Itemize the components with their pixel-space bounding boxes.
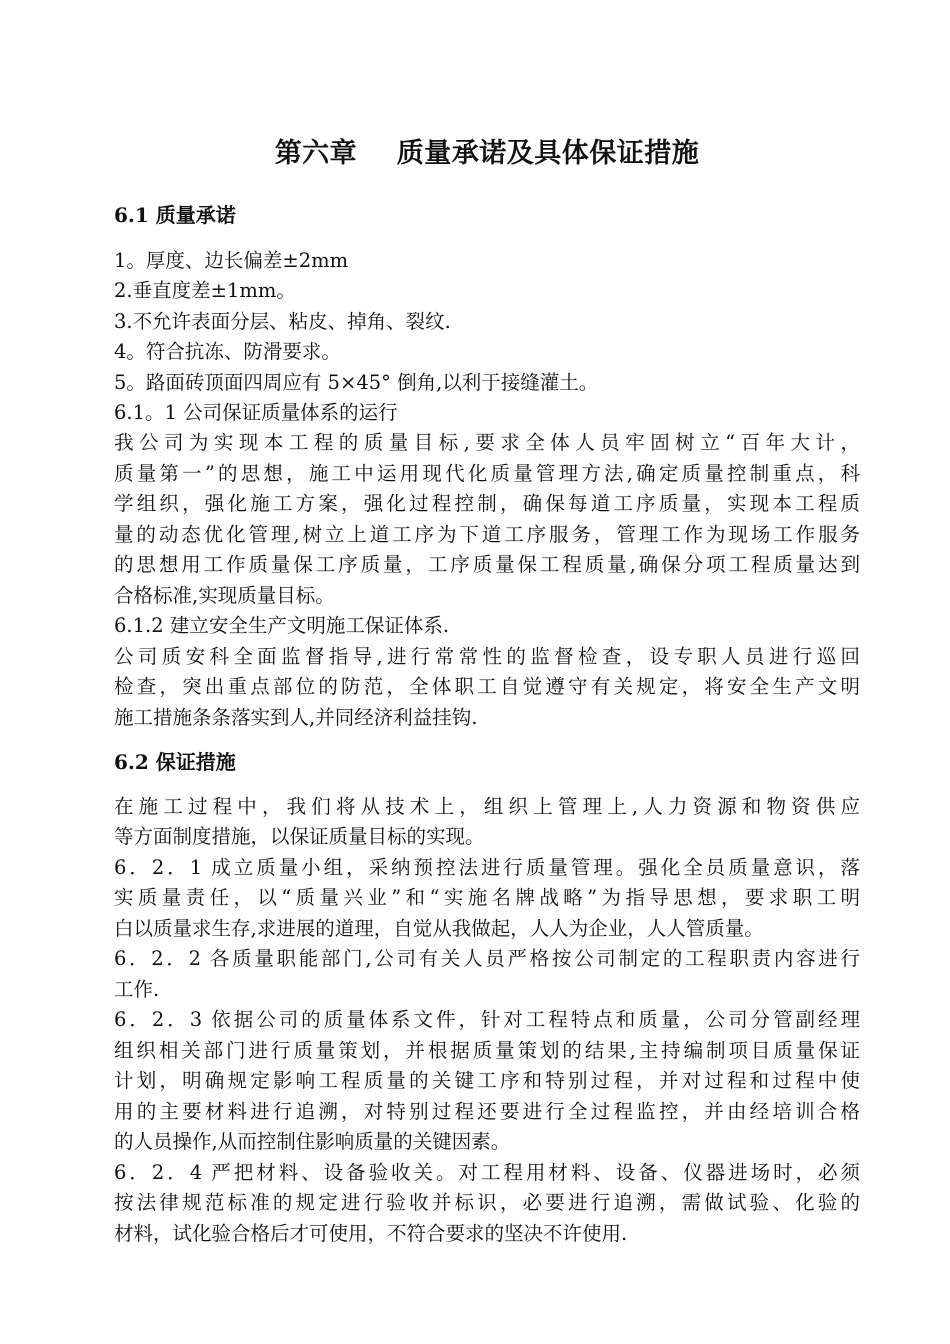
paragraph-line: 等方面制度措施，以保证质量目标的实现。: [114, 825, 485, 848]
paragraph-line: 按法律规范标准的规定进行验收并标识，必要进行追溯，需做试验、化验的: [114, 1191, 860, 1214]
commitment-item: 4。符合抗冻、防滑要求。: [114, 340, 341, 363]
commitment-item: 5。路面砖顶面四周应有 5×45° 倒角,以利于接缝灌土。: [114, 371, 599, 394]
paragraph-line: 6．2．2 各质量职能部门,公司有关人员严格按公司制定的工程职责内容进行: [114, 947, 860, 970]
paragraph-line: 计划，明确规定影响工程质量的关键工序和特别过程，并对过程和过程中使: [114, 1069, 860, 1092]
paragraph-line: 6．2．4 严把材料、设备验收关。对工程用材料、设备、仪器进场时，必须: [114, 1161, 860, 1184]
paragraph-line: 学组织，强化施工方案，强化过程控制，确保每道工序质量，实现本工程质: [114, 492, 860, 515]
chapter-title: 第六章 质量承诺及具体保证措施: [274, 138, 700, 169]
paragraph-line: 材料，试化验合格后才可使用，不符合要求的坚决不许使用.: [114, 1222, 628, 1245]
paragraph-line: 6．2．3 依据公司的质量体系文件，针对工程特点和质量，公司分管副经理: [114, 1008, 860, 1031]
section-heading-6-1: 6.1 质量承诺: [114, 203, 236, 227]
paragraph-line: 工作.: [114, 978, 160, 1001]
paragraph-line: 检查，突出重点部位的防范，全体职工自觉遵守有关规定，将安全生产文明: [114, 675, 860, 698]
commitment-item: 2.垂直度差±1mm。: [114, 279, 296, 302]
paragraph-line: 的思想用工作质量保工序质量，工序质量保工程质量,确保分项工程质量达到: [114, 553, 860, 576]
paragraph-line: 公司质安科全面监督指导,进行常常性的监督检查，设专职人员进行巡回: [114, 645, 860, 668]
paragraph-line: 实质量责任，以“质量兴业”和“实施名牌战略”为指导思想，要求职工明: [114, 886, 860, 909]
paragraph-line: 质量第一”的思想，施工中运用现代化质量管理方法,确定质量控制重点，科: [114, 462, 860, 485]
paragraph-line: 施工措施条条落实到人,并同经济利益挂钩.: [114, 706, 478, 729]
paragraph-line: 的人员操作,从而控制住影响质量的关键因素。: [114, 1130, 511, 1153]
paragraph-line: 合格标准,实现质量目标。: [114, 584, 335, 607]
section-heading-6-2: 6.2 保证措施: [114, 750, 236, 774]
subsection-title-6-1-1: 6.1。1 公司保证质量体系的运行: [114, 401, 398, 424]
paragraph-line: 6．2．1 成立质量小组，采纳预控法进行质量管理。强化全员质量意识，落: [114, 856, 860, 879]
paragraph-line: 白以质量求生存,求进展的道理，自觉从我做起，人人为企业，人人管质量。: [114, 917, 764, 940]
commitment-item: 1。厚度、边长偏差±2mm: [114, 249, 349, 272]
subsection-title-6-1-2: 6.1.2 建立安全生产文明施工保证体系.: [114, 614, 450, 637]
paragraph-line: 我公司为实现本工程的质量目标,要求全体人员牢固树立“百年大计，: [114, 431, 860, 454]
paragraph-line: 在施工过程中，我们将从技术上，组织上管理上,人力资源和物资供应: [114, 795, 860, 818]
paragraph-line: 量的动态优化管理,树立上道工序为下道工序服务，管理工作为现场工作服务: [114, 523, 860, 546]
paragraph-line: 用的主要材料进行追溯，对特别过程还要进行全过程监控，并由经培训合格: [114, 1100, 860, 1123]
paragraph-line: 组织相关部门进行质量策划，并根据质量策划的结果,主持编制项目质量保证: [114, 1039, 860, 1062]
commitment-item: 3.不允许表面分层、粘皮、掉角、裂纹.: [114, 310, 451, 333]
